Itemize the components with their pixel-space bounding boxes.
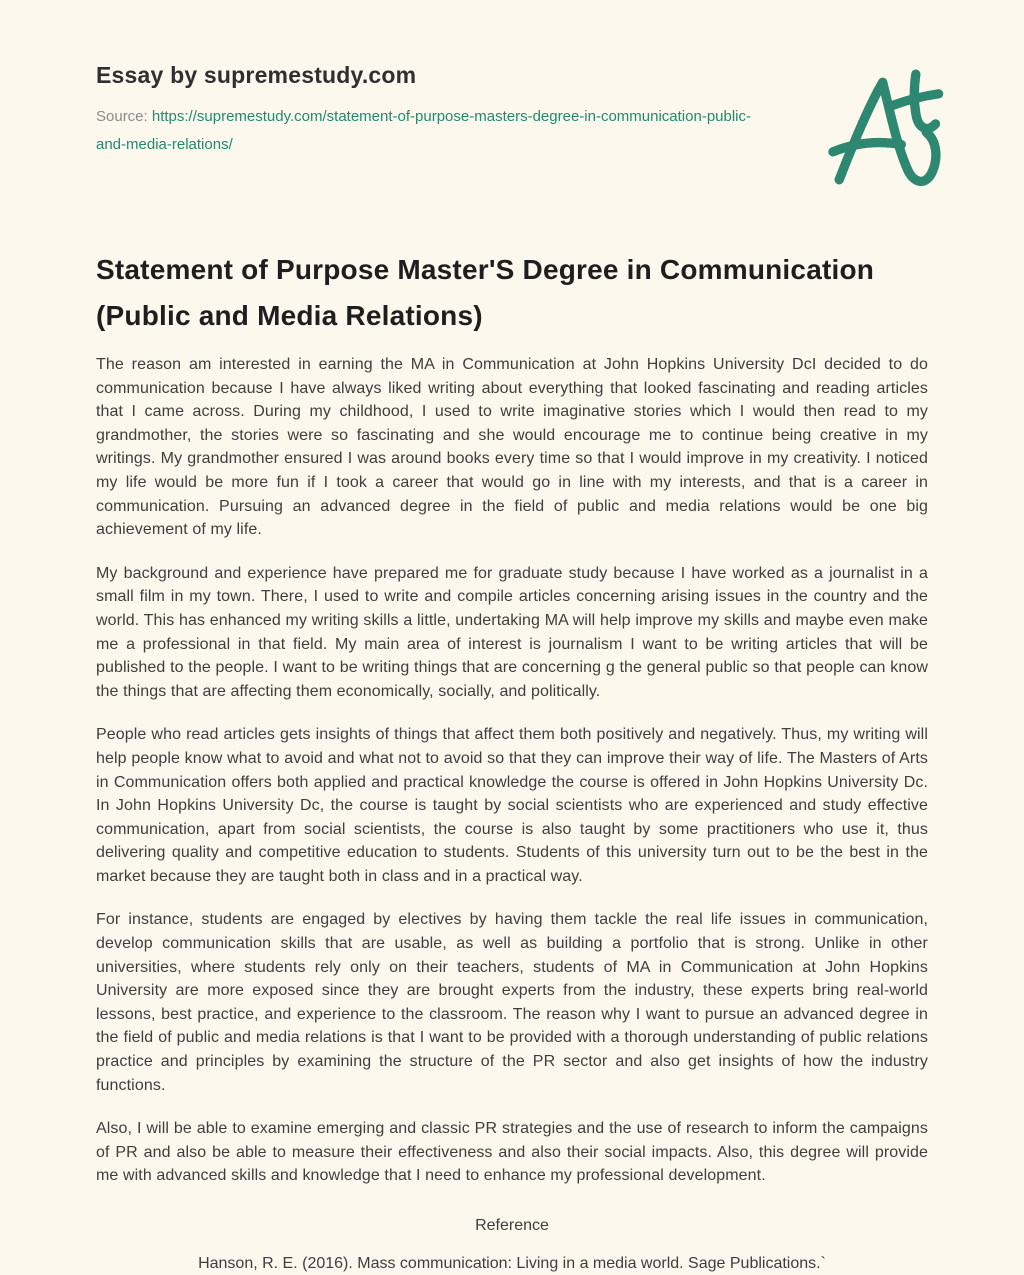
reference-heading: Reference <box>475 1217 549 1234</box>
source-url-link[interactable]: https://supremestudy.com/statement-of-purpose-masters-degree-in-communication-public-and-media-relations/ <box>96 108 752 153</box>
a-plus-logo-icon <box>824 70 960 186</box>
document-title: Statement of Purpose Master'S Degree in Communication (Public and Media Relations) <box>96 254 875 331</box>
essay-paragraph: Also, I will be able to examine emerging and classic PR strategies and the use of research to inform the campaigns of PR and also be able to measure their effectiveness and also their social impacts. Also, this degree will provide me with advanced skills and knowledge that I need to enhance my professional development. <box>96 1120 928 1185</box>
essay-paragraph: The reason am interested in earning the MA in Communication at John Hopkins University DcI decided to do communication because I have always liked writing about everything that looked fascinating and reading articles that I came across. During my childhood, I used to write imaginative stories which I would then read to my grandmother, the stories were so fascinating and she would encourage me to continue being creative in my writings. My grandmother ensured I was around books every time so that I would improve in my creativity. I noticed my life would be more fun if I took a career that would go in line with my interests, and that is a career in communication. Pursuing an advanced degree in the field of public and media relations would be one big achievement of my life. <box>96 356 928 539</box>
reference-entry: Hanson, R. E. (2016). Mass communication: Living in a media world. Sage Publications.` <box>198 1254 826 1272</box>
page-header <box>96 62 928 159</box>
site-title: Essay by supremestudy.com <box>96 62 417 88</box>
essay-paragraph: For instance, students are engaged by electives by having them tackle the real life issues in communication, develop communication skills that are usable, as well as building a portfolio that is strong. Unlike in other universities, where students rely only on their teachers, students of MA in Communication at John Hopkins University are more exposed since they are brought experts from the industry, these experts bring real-world lessons, best practice, and experience to the classroom. The reason why I want to pursue an advanced degree in the field of public and media relations is that I want to be provided with a thorough understanding of public relations practice and principles by examining the structure of the PR sector and also get insights of how the industry functions. <box>96 911 928 1094</box>
source-line <box>96 103 776 159</box>
document-body <box>96 353 928 1188</box>
essay-paragraph: My background and experience have prepared me for graduate study because I have worked as a journalist in a small film in my town. There, I used to write and compile articles concerning arising issues in the country and the world. This has enhanced my writing skills a little, undertaking MA will help improve my skills and maybe even make me a professional in that field. My main area of interest is journalism I want to be writing articles that will be published to the people. I want to be writing things that are concerning g the general public so that people can know the things that are affecting them economically, socially, and politically. <box>96 564 928 700</box>
essay-paragraph: People who read articles gets insights of things that affect them both positively and negatively. Thus, my writing will help people know what to avoid and what not to avoid so that they can improve their way of life. The Masters of Arts in Communication offers both applied and practical knowledge the course is offered in John Hopkins University Dc. In John Hopkins University Dc, the course is taught by social scientists who are experienced and study effective communication, apart from social scientists, the course is also taught by some practitioners who use it, thus delivering quality and competitive education to students. Students of this university turn out to be the best in the market because they are taught both in class and in a practical way. <box>96 726 928 885</box>
source-label: Source: <box>96 108 148 125</box>
